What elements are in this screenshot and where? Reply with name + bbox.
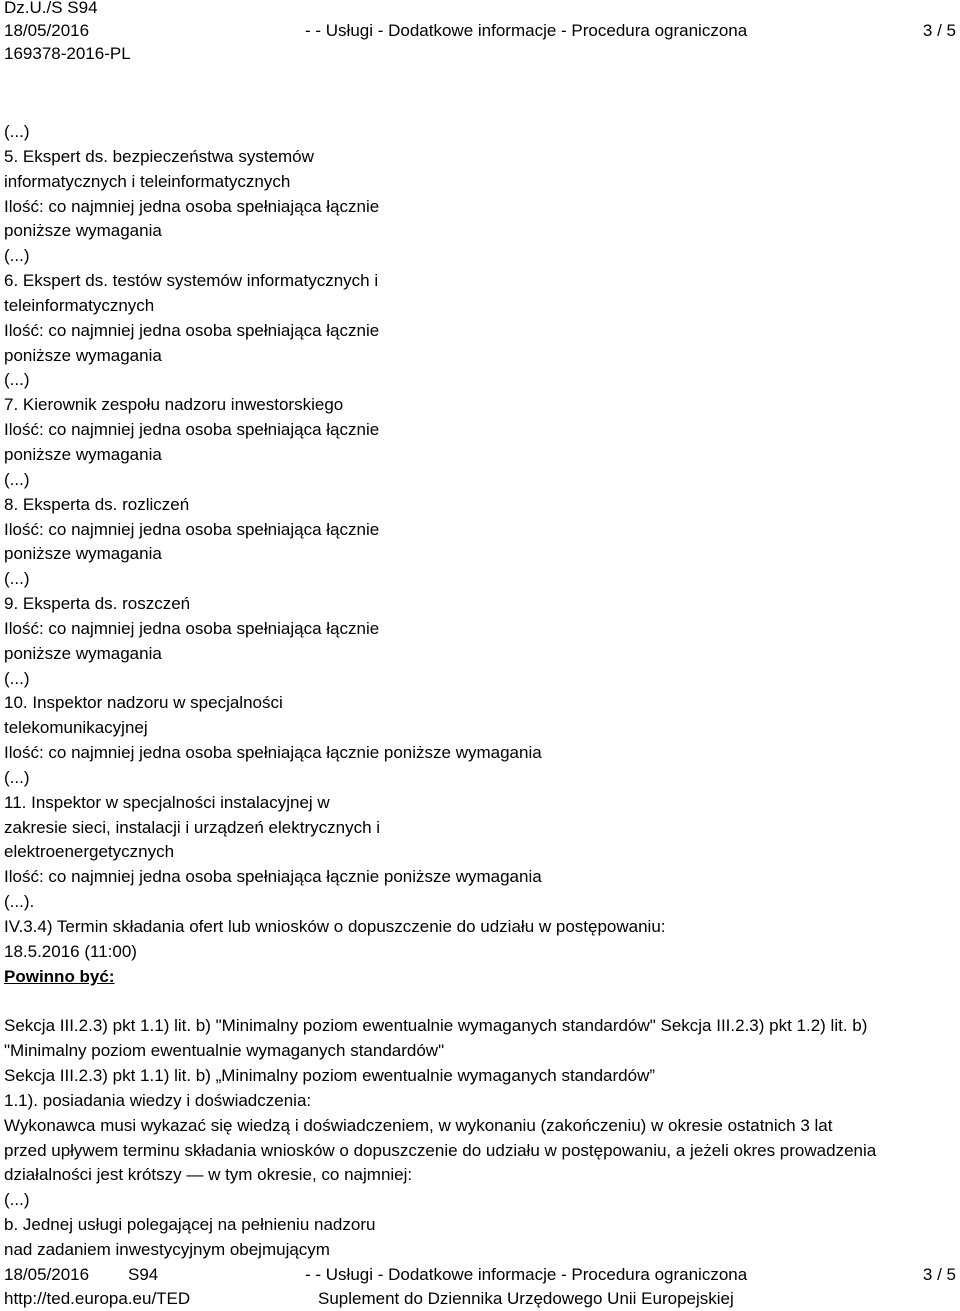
text-line: działalności jest krótszy — w tym okresie, co najmniej:: [4, 1165, 413, 1185]
notice-id: 169378-2016-PL: [4, 44, 131, 63]
text-line: b. Jednej usługi polegającej na pełnieniu nadzoru: [4, 1215, 376, 1235]
text-line: poniższe wymagania: [4, 444, 162, 464]
text-line: (...): [4, 469, 30, 489]
text-line: 7. Kierownik zespołu nadzoru inwestorskiego: [4, 395, 344, 415]
text-line: 10. Inspektor nadzoru w specjalności: [4, 693, 283, 713]
text-line: 6. Ekspert ds. testów systemów informatycznych i: [4, 271, 379, 291]
text-line: (...): [4, 767, 30, 787]
text-line: (...): [4, 1190, 30, 1210]
text-line: (...): [4, 370, 30, 390]
section-amendment-text: [4, 120, 954, 965]
text-line: przed upływem terminu składania wniosków o dopuszczenie do udziału w postępowaniu, a jeżeli okres prowadzenia: [4, 1140, 877, 1160]
text-line: 9. Eksperta ds. roszczeń: [4, 594, 191, 614]
text-line: (...): [4, 122, 30, 141]
text-line: Ilość: co najmniej jedna osoba spełniająca łącznie: [4, 420, 380, 440]
text-line: poniższe wymagania: [4, 221, 162, 241]
text-line: 8. Eksperta ds. rozliczeń: [4, 494, 190, 514]
document-body: [4, 120, 954, 1263]
text-line: zakresie sieci, instalacji i urządzeń elektrycznych i: [4, 817, 381, 837]
text-line: (...): [4, 246, 30, 266]
header-page-number: 3 / 5: [922, 21, 956, 40]
text-line: (...).: [4, 892, 35, 912]
spacer: [4, 990, 954, 1015]
text-line: 18.5.2016 (11:00): [4, 941, 137, 961]
text-line: Ilość: co najmniej jedna osoba spełniająca łącznie: [4, 320, 380, 340]
section-corrected-text: [4, 1014, 954, 1262]
text-line: telekomunikacyjnej: [4, 718, 148, 738]
text-line: nad zadaniem inwestycyjnym obejmującym: [4, 1239, 330, 1259]
text-line: poniższe wymagania: [4, 643, 162, 663]
text-line: Ilość: co najmniej jedna osoba spełniająca łącznie: [4, 618, 380, 638]
text-line: Wykonawca musi wykazać się wiedzą i doświadczeniem, w wykonaniu (zakończeniu) w okresie ostatnich 3 lat: [4, 1115, 833, 1135]
footer-series: S94: [128, 1265, 159, 1284]
header-date: 18/05/2016: [4, 21, 90, 40]
text-line: Ilość: co najmniej jedna osoba spełniająca łącznie poniższe wymagania: [4, 867, 542, 887]
text-line: poniższe wymagania: [4, 544, 162, 564]
text-line: Sekcja III.2.3) pkt 1.1) lit. b) "Minimalny poziom ewentualnie wymaganych standardów" Sekcja III.2.3) pkt 1.2) lit. b): [4, 1016, 868, 1036]
should-be-heading: Powinno być:: [4, 966, 115, 986]
text-line: Ilość: co najmniej jedna osoba spełniająca łącznie poniższe wymagania: [4, 743, 542, 763]
header-title: - - Usługi - Dodatkowe informacje - Procedura ograniczona: [305, 21, 748, 40]
text-line: poniższe wymagania: [4, 345, 162, 365]
text-line: Ilość: co najmniej jedna osoba spełniająca łącznie: [4, 519, 380, 539]
footer-page-number: 3 / 5: [922, 1265, 956, 1284]
doc-reference: Dz.U./S S94: [4, 0, 98, 17]
footer-date: 18/05/2016: [4, 1265, 90, 1284]
text-line: 1.1). posiadania wiedzy i doświadczenia:: [4, 1090, 312, 1110]
footer-title: - - Usługi - Dodatkowe informacje - Procedura ograniczona: [305, 1265, 748, 1284]
text-line: teleinformatycznych: [4, 295, 155, 315]
text-line: "Minimalny poziom ewentualnie wymaganych standardów": [4, 1041, 445, 1061]
text-line: (...): [4, 668, 30, 688]
text-line: 5. Ekspert ds. bezpieczeństwa systemów: [4, 146, 314, 166]
footer-url: http://ted.europa.eu/TED: [4, 1289, 191, 1308]
footer-publication: Suplement do Dziennika Urzędowego Unii Europejskiej: [318, 1289, 734, 1308]
text-line: Ilość: co najmniej jedna osoba spełniająca łącznie: [4, 196, 380, 216]
text-line: 11. Inspektor w specjalności instalacyjnej w: [4, 792, 330, 812]
text-line: IV.3.4) Termin składania ofert lub wniosków o dopuszczenie do udziału w postępowaniu:: [4, 917, 666, 936]
text-line: Sekcja III.2.3) pkt 1.1) lit. b) „Minimalny poziom ewentualnie wymaganych standardów”: [4, 1066, 656, 1086]
text-line: informatycznych i teleinformatycznych: [4, 171, 291, 191]
text-line: elektroenergetycznych: [4, 842, 175, 862]
text-line: (...): [4, 569, 30, 589]
